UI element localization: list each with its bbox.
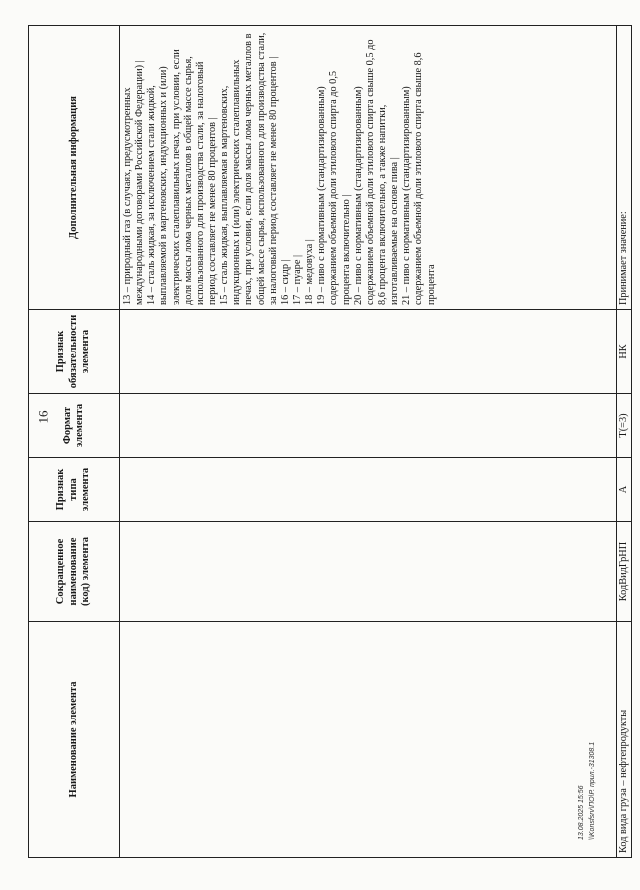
header-additional-info: Дополнительная информация — [29, 26, 120, 310]
table-header-row — [29, 26, 120, 858]
cell-empty-type — [120, 458, 617, 522]
info-line-16: 16 – сидр | — [279, 259, 291, 305]
cell-empty-required — [120, 310, 617, 394]
page-number: 16 — [35, 410, 51, 424]
info-line-14: 14 – сталь жидкая, за исключением стали жидкой, выплавляемой в мартеновских, индукционных и (или) электрических сталеплавильных печах, при условии, если доля массы лома черных металлов в общей массе сырья, использованного для производства стали, за налоговый период составляет не менее 80 процентов | — [146, 49, 218, 305]
info-line-20: 20 – пиво с нормативным (стандартизированным) содержанием объемной доли этилового спирта свыше 0,5 до 8,6 процента включительно, а также напитки, изготавливаемые на основе пива | — [352, 39, 401, 305]
info-line-15: 15 – сталь жидкая, выплавляемая в мартеновских, индукционных и (или) электрических сталеплавильных печах, при условии, если доля массы лома черных металлов в общей массе сырья, использованного для производства стали, за налоговый период составляет не менее 80 процентов | — [219, 32, 279, 305]
cell-empty-format — [120, 394, 617, 458]
cell-element-code: КодВидГрНП — [617, 522, 632, 622]
element-table — [28, 25, 632, 858]
cell-element-name: Код вида груза – нефтепродукты — [617, 622, 632, 858]
header-element-name: Наименование элемента — [29, 622, 120, 858]
cell-empty-code — [120, 522, 617, 622]
cell-additional-info — [120, 26, 617, 310]
info-line-21: 21 – пиво с нормативным (стандартизированным) содержанием объемной доли этилового спирта свыше 8,6 процента — [401, 52, 437, 305]
info-line-19: 19 – пиво с нормативным (стандартизированным) содержанием объемной доли этилового спирта до 0,5 процента включительно | — [316, 70, 352, 305]
header-element-type: Признак типа элемента — [29, 458, 120, 522]
info-line-18: 18 – медовуха | — [304, 239, 316, 305]
header-element-format: Формат элемента — [29, 394, 120, 458]
info-line-13: 13 – природный газ (в случаях, предусмотренных международными договорами Российской Федерации) | — [122, 60, 146, 305]
header-element-code: Сокращенное наименование (код) элемента — [29, 522, 120, 622]
footer-stamp-file: \\Konsfsrv\ПО\Р. прил.-31308.1 — [589, 741, 596, 840]
footer-stamp-date: 13.08.2025 15:56 — [578, 785, 585, 840]
table-row-oil-products — [617, 26, 632, 858]
table-row-continuation — [120, 26, 617, 858]
cell-element-info: Принимает значение: — [617, 26, 632, 310]
cell-element-format: T(=3) — [617, 394, 632, 458]
cell-element-type: А — [617, 458, 632, 522]
header-element-required: Признак обязательности элемента — [29, 310, 120, 394]
info-line-17: 17 – пуаре | — [291, 254, 303, 305]
cell-element-required: НК — [617, 310, 632, 394]
cell-empty-name — [120, 622, 617, 858]
